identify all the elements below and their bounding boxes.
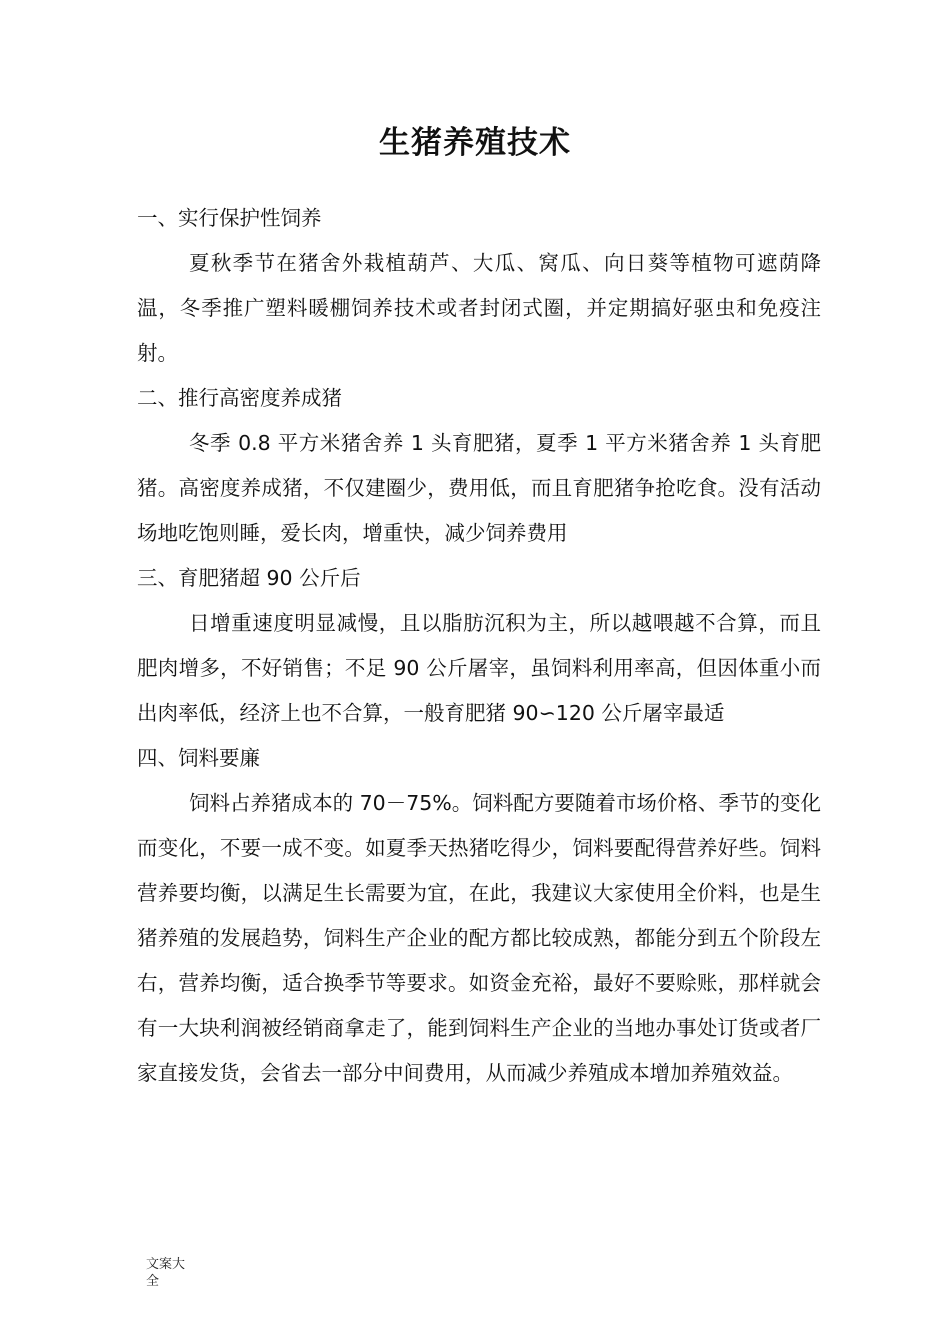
section-heading: 三、育肥猪超 90 公斤后 bbox=[137, 566, 361, 590]
section-3 bbox=[137, 556, 821, 736]
section-paragraph: 饲料占养猪成本的 70－75%。饲料配方要随着市场价格、季节的变化而变化，不要一成不变。如夏季天热猪吃得少，饲料要配得营养好些。饲料营养要均衡，以满足生长需要为宜，在此，我建议大家使用全价料，也是生猪养殖的发展趋势，饲料生产企业的配方都比较成熟，都能分到五个阶段左右，营养均衡，适合换季节等要求。如资金充裕，最好不要赊账，那样就会有一大块利润被经销商拿走了，能到饲料生产企业的当地办事处订货或者厂家直接发货，会省去一部分中间费用，从而减少养殖成本增加养殖效益。 bbox=[137, 791, 821, 1085]
section-heading: 四、饲料要廉 bbox=[137, 746, 260, 770]
footer-note: 文案大全 bbox=[146, 1257, 186, 1289]
section-paragraph: 夏秋季节在猪舍外栽植葫芦、大瓜、窝瓜、向日葵等植物可遮荫降温，冬季推广塑料暖棚饲养技术或者封闭式圈，并定期搞好驱虫和免疫注射。 bbox=[137, 251, 821, 365]
section-1 bbox=[137, 196, 821, 376]
section-4 bbox=[137, 736, 821, 1096]
section-2 bbox=[137, 376, 821, 556]
section-paragraph: 冬季 0.8 平方米猪舍养 1 头育肥猪，夏季 1 平方米猪舍养 1 头育肥猪。高密度养成猪，不仅建圈少，费用低，而且育肥猪争抢吃食。没有活动场地吃饱则睡，爱长肉，增重快，减少饲养费用 bbox=[137, 431, 821, 545]
section-heading: 一、实行保护性饲养 bbox=[137, 206, 322, 230]
section-heading: 二、推行高密度养成猪 bbox=[137, 386, 342, 410]
document-body bbox=[137, 196, 821, 1096]
document-title: 生猪养殖技术 bbox=[379, 124, 571, 161]
section-paragraph: 日增重速度明显减慢，且以脂肪沉积为主，所以越喂越不合算，而且肥肉增多，不好销售；不足 90 公斤屠宰，虽饲料利用率高，但因体重小而出肉率低，经济上也不合算，一般育肥猪 90∽120 公斤屠宰最适 bbox=[137, 611, 821, 725]
